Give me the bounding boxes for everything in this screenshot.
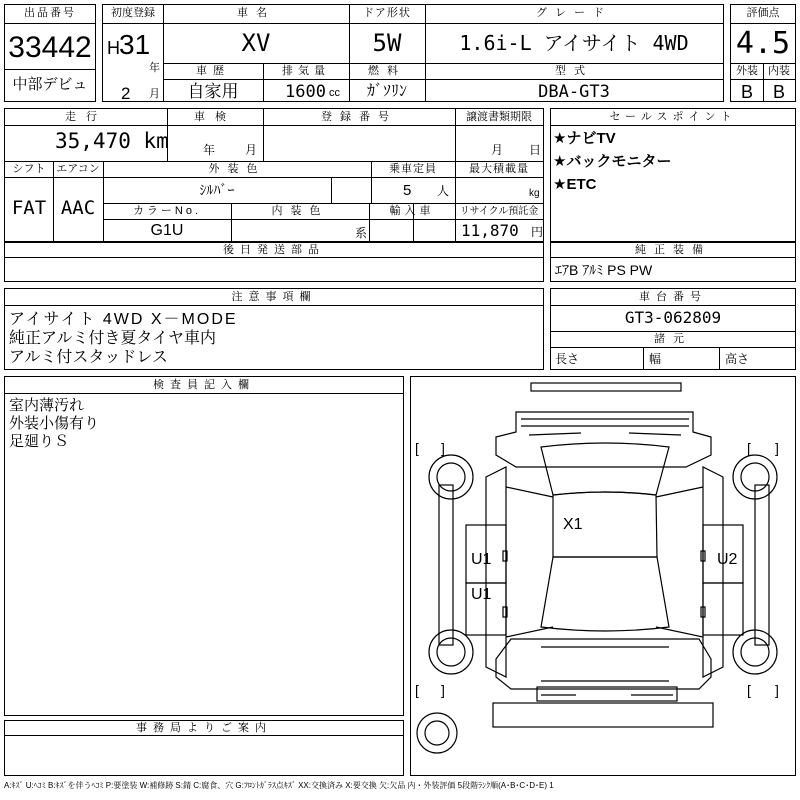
shift: FAT (11, 197, 47, 219)
score-box (730, 4, 796, 102)
inspection-month-unit: 月 (245, 143, 258, 157)
first-reg-year: 31 (119, 29, 151, 60)
notes-line-1: アイサイト 4WD X－MODE (9, 311, 238, 328)
recycle-label: リサイクル預託金 (459, 206, 539, 217)
month-suffix: 月 (149, 88, 160, 100)
inspector-box (4, 376, 404, 716)
bracket-left-top-close: ] (441, 440, 445, 456)
car-diagram (411, 377, 795, 775)
mark-roof: X1 (563, 516, 583, 533)
width-label: 幅 (649, 352, 662, 366)
inspector-line-2: 外装小傷有り (9, 415, 100, 432)
equipment-box (550, 242, 796, 282)
spec-box (4, 108, 544, 242)
notes-line-2: 純正アルミ付き夏タイヤ車内 (9, 330, 217, 347)
bracket-right-bottom: [ (747, 682, 751, 698)
inspector-line-1: 室内薄汚れ (9, 397, 85, 414)
model-code: DBA-GT3 (538, 82, 610, 102)
color-no: G1U (150, 222, 184, 239)
inspection-year-unit: 年 (203, 143, 216, 157)
ext-color: ｼﾙﾊﾞｰ (199, 182, 235, 198)
interior-label: 内装 (768, 65, 790, 77)
venue: 中部デビュ (12, 76, 88, 93)
aircon-label: エアコン (56, 163, 100, 175)
chassis-box (550, 288, 796, 370)
seats-unit: 人 (437, 184, 450, 198)
notes-line-3: アルミ付スタッドレス (9, 349, 168, 366)
chassis-number: GT3-062809 (624, 308, 722, 327)
legend: A:ｷｽﾞ U:ﾍｺﾐ B:ｷｽﾞを伴うﾍｺﾐ P:要塗装 W:補修跡 S:錆 C:腐食、穴 G:ﾌﾛﾝﾄｶﾞﾗｽ点ｷｽﾞ XX:交換済み X:要交換 欠:欠品 内・外装評価 5段階ﾗﾝｸ順(A･B･C･D･E) 1 (4, 781, 554, 790)
inspector-label: 検査員記入欄 (153, 379, 255, 391)
vehicle-header-box (102, 4, 724, 102)
usage: 自家用 (187, 82, 239, 101)
dims-label: 諸元 (654, 333, 692, 345)
bracket-left-bottom: [ (415, 682, 419, 698)
grade: 1.6i-L アイサイト 4WD (459, 31, 689, 55)
later-parts-box (4, 242, 544, 282)
chassis-label: 車台番号 (639, 291, 707, 303)
sales-point-3: ★ETC (553, 176, 597, 193)
notes-box (4, 288, 544, 370)
first-reg-month: 2 (121, 84, 131, 103)
model-code-label: 型式 (555, 65, 593, 77)
aircon: AAC (60, 197, 96, 219)
usage-label: 車歴 (196, 65, 230, 77)
later-parts-label: 後日発送部品 (223, 244, 325, 256)
sales-point-1: ★ナビTV (553, 130, 616, 147)
mileage-label: 走行 (65, 111, 107, 123)
bracket-left-bottom-close: ] (441, 682, 445, 698)
era: H (107, 38, 120, 58)
transfer-label: 譲渡書類期限 (466, 111, 532, 123)
notes-label: 注意事項欄 (231, 291, 317, 303)
fuel-label: 燃料 (368, 65, 406, 77)
shift-label: シフト (12, 163, 46, 175)
inspection-label: 車検 (194, 111, 236, 123)
transfer-month-unit: 月 (491, 143, 504, 157)
bracket-right-bottom-close: ] (775, 682, 779, 698)
length-label: 長さ (555, 352, 580, 366)
bracket-right-top: [ (747, 440, 751, 456)
model-name: XV (241, 29, 271, 57)
max-load-unit: kg (529, 188, 540, 199)
lot-number: 33442 (8, 31, 92, 64)
fuel: ｶﾞｿﾘﾝ (366, 83, 407, 100)
int-color-label: 内装色 (271, 205, 329, 217)
transfer-day-unit: 日 (529, 143, 542, 157)
score-label: 評価点 (746, 7, 780, 19)
equipment-label: 純正装備 (635, 244, 711, 256)
lot-number-box (4, 4, 96, 102)
inspector-line-3: 足廻りＳ (9, 433, 70, 450)
exterior-label: 外装 (736, 65, 758, 77)
seats-label: 乗車定員 (389, 163, 437, 175)
import-label: 輸入車 (389, 205, 435, 217)
max-load-label: 最大積載量 (469, 163, 529, 175)
color-no-label: カラーNo. (132, 205, 202, 217)
exterior-grade: B (740, 82, 753, 102)
doors: 5W (372, 29, 402, 57)
office-box (4, 720, 404, 776)
recycle: 11,870 (461, 221, 519, 240)
equipment-value: ｴｱB ｱﾙﾐ PS PW (555, 262, 653, 278)
displacement-label: 排気量 (282, 65, 330, 77)
displacement: 1600 (285, 82, 326, 102)
ext-color-label: 外装色 (208, 163, 266, 175)
year-suffix: 年 (149, 62, 160, 74)
seats: 5 (403, 182, 412, 199)
mileage: 35,470 km (55, 129, 169, 153)
mark-left-rear-door: U1 (471, 586, 492, 603)
score: 4.5 (735, 26, 791, 61)
int-color-unit: 系 (355, 226, 368, 240)
office-label: 事務局よりご案内 (136, 722, 272, 734)
damage-diagram-box (410, 376, 796, 776)
sales-point-2: ★バックモニター (553, 153, 672, 170)
grade-label: グレード (536, 7, 612, 19)
mark-left-front-door: U1 (471, 551, 492, 568)
lot-number-label: 出品番号 (24, 7, 76, 19)
doors-label: ドア形状 (363, 7, 411, 19)
bracket-left-top: [ (415, 440, 419, 456)
displacement-unit: cc (329, 87, 340, 99)
plate-label: 登録番号 (321, 111, 397, 123)
bracket-right-top-close: ] (775, 440, 779, 456)
mark-right-front-door: U2 (717, 551, 738, 568)
sales-points-box (550, 108, 796, 242)
recycle-unit: 円 (531, 225, 544, 239)
model-name-label: 車名 (237, 7, 275, 19)
height-label: 高さ (725, 352, 750, 366)
first-reg-label: 初度登録 (111, 7, 155, 19)
sales-points-label: セールスポイント (609, 111, 737, 123)
interior-grade: B (772, 82, 785, 102)
